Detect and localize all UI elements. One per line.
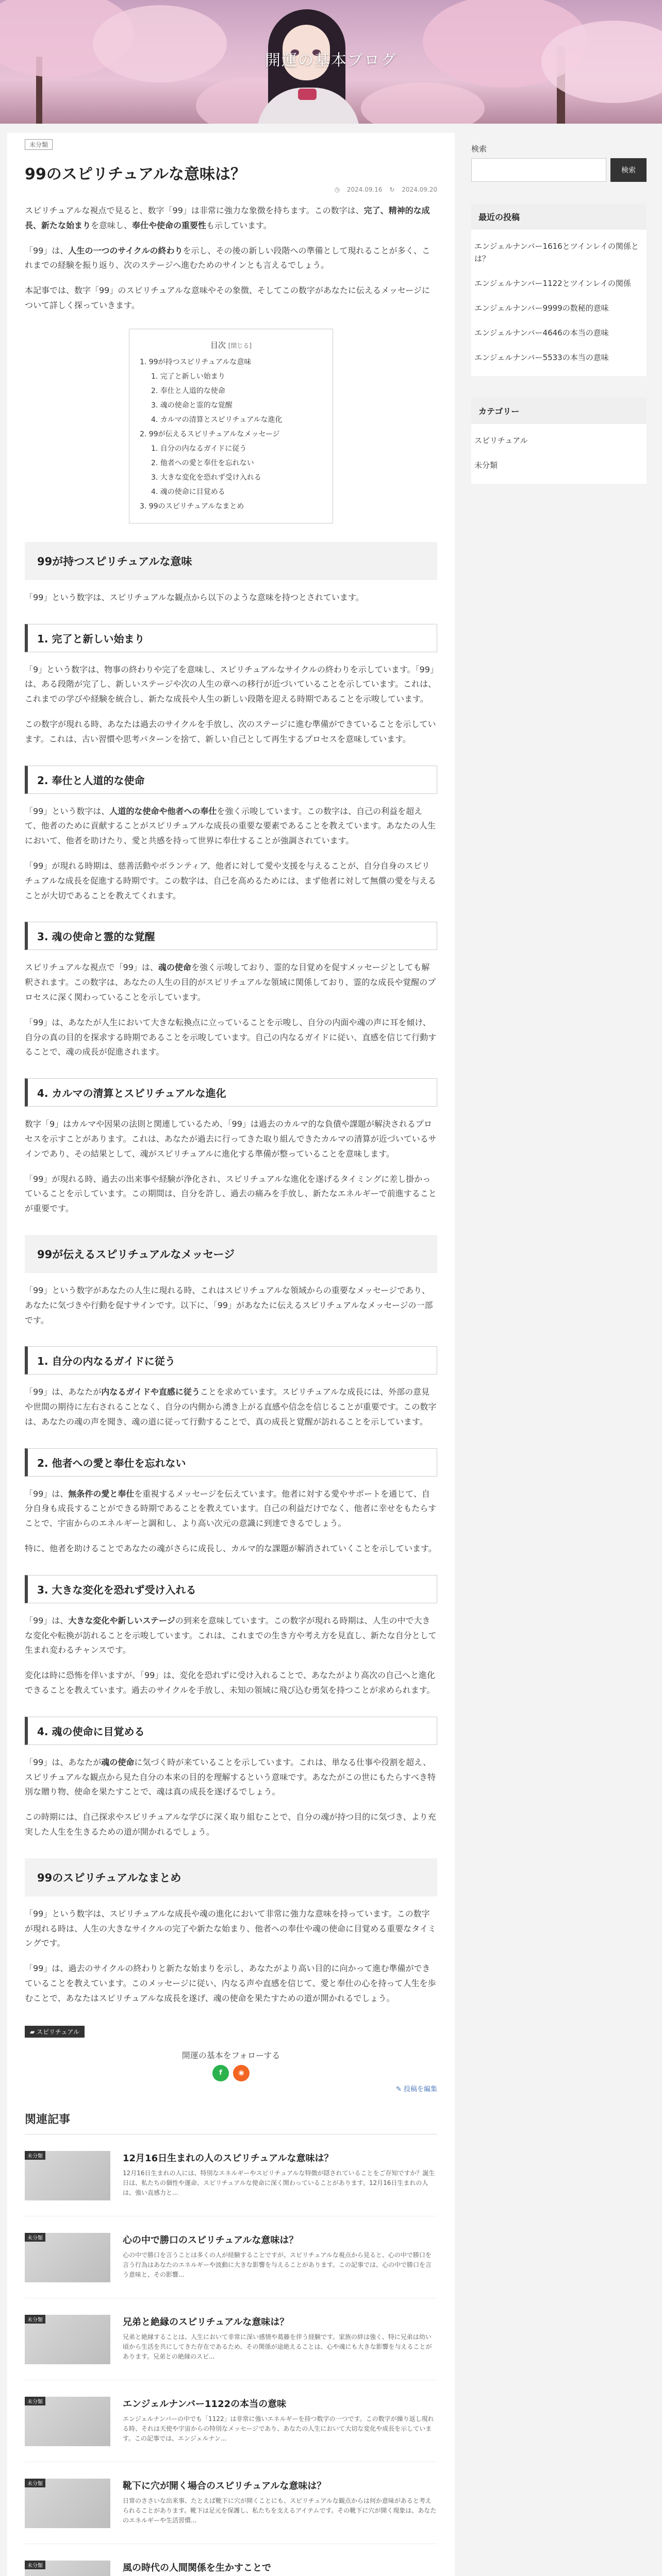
section-paragraph: 「99」は、あなたが内なるガイドや直感に従うことを求めています。スピリチュアルな成長には、外部の意見や世間の期待に左右されることなく、自分の内側から湧き上がる直感や信念を信じることが重要です。この数字は、あなたの魂の声を聞き、魂の道に従って行動することで、真の成長と覚醒が訪れることを示しています。 <box>25 1387 437 1427</box>
category-link[interactable]: 未分類 <box>474 461 498 470</box>
related-item[interactable] <box>25 2315 437 2380</box>
category-badge[interactable]: 未分類 <box>25 139 53 150</box>
section-paragraph: 「99」という数字があなたの人生に現れる時、これはスピリチュアルな領域からの重要なメッセージであり、あなたに気づきや行動を促すサインです。以下に、「99」があなたに伝えるスピリチュアルなメッセージの一部です。 <box>25 1285 433 1325</box>
main-content <box>7 133 455 2576</box>
recent-post-link[interactable]: エンジェルナンバー4646の本当の意味 <box>474 328 609 337</box>
related-thumbnail[interactable] <box>25 2397 110 2446</box>
categories-widget <box>471 398 647 484</box>
subsection-heading: 1. 完了と新しい始まり <box>25 624 437 652</box>
character-bow <box>298 89 317 100</box>
related-item[interactable] <box>25 2397 437 2462</box>
subsection-heading: 1. 自分の内なるガイドに従う <box>25 1346 437 1375</box>
related-title: 関連記事 <box>25 2111 437 2134</box>
section-paragraph: 「9」という数字は、物事の終わりや完了を意味し、スピリチュアルなサイクルの終わりを示しています。「99」は、ある段階が完了し、新しいステージや次の人生の章への移行が近づいていることを示しています。これは、これまでの学びや経験を統合し、新たな成長や人生の新しい段階を迎える時期であることを示唆しています。 <box>25 664 437 704</box>
related-item-title[interactable]: 風の時代の人間関係を生かすことで <box>123 2562 271 2573</box>
related-item-title[interactable]: エンジェルナンバー1122の本当の意味 <box>123 2398 287 2410</box>
post-title: 99のスピリチュアルな意味は？ <box>25 165 246 183</box>
toc-item[interactable]: 4. カルマの清算とスピリチュアルな進化 <box>151 415 283 424</box>
toc-title: 目次 [閉じる] <box>210 340 252 350</box>
site-header <box>0 0 662 124</box>
related-item-snippet: 日常のささいな出来事、たとえば靴下に穴が開くことにも、スピリチュアルな観点からは何か意味があると考えられることがあります。靴下は足元を保護し、私たちを支えるアイテムです。その靴下に穴が開く現象は、あなたのエネルギーや生活習慣... <box>123 2497 437 2524</box>
section-paragraph: 「99」は、あなたが魂の使命に気づく時が来ていることを示しています。これは、単なる仕事や役割を超え、スピリチュアルな観点から見た自分の本来の目的を理解するという意味です。あなたがこの世にもたらすべき特別な贈り物、使命を果たすことで、魂は真の成長を遂げるでしょう。 <box>25 1757 436 1797</box>
tag-badge[interactable]: ▰ スピリチュアル <box>25 2026 85 2038</box>
related-item-title[interactable]: 靴下に穴が開く場合のスピリチュアルな意味は？ <box>123 2480 326 2492</box>
related-thumbnail[interactable] <box>25 2233 110 2282</box>
section-paragraph: 変化は時に恐怖を伴いますが、「99」は、変化を恐れずに受け入れることで、あなたがより高次の自己へと進化できることを教えています。過去のサイクルを手放し、未知の領域に飛び込む勇気を持つことが求められます。 <box>25 1670 436 1696</box>
related-item[interactable] <box>25 2151 437 2216</box>
recent-post-link[interactable]: エンジェルナンバー1616とツインレイの関係とは？ <box>474 242 639 263</box>
recent-post-link[interactable]: エンジェルナンバー9999の数秘的意味 <box>474 303 609 313</box>
related-item-title[interactable]: 心の中で勝口のスピリチュアルな意味は？ <box>123 2234 299 2246</box>
edit-post-link[interactable]: ✎ 投稿を編集 <box>395 2085 437 2093</box>
toc-item[interactable]: 2. 99が伝えるスピリチュアルなメッセージ <box>140 430 280 438</box>
post-dates <box>25 186 437 193</box>
toc-item[interactable]: 1. 完了と新しい始まり <box>151 372 225 381</box>
recent-post-link[interactable]: エンジェルナンバー1122とツインレイの関係 <box>474 279 631 288</box>
section-heading: 99が伝えるスピリチュアルなメッセージ <box>25 1235 437 1273</box>
follow-icons <box>25 2065 437 2081</box>
section-paragraph: 「99」という数字は、人道的な使命や他者への奉仕を強く示唆しています。この数字は、自己の利益を超えて、他者のために貢献することがスピリチュアルな成長の重要な要素であることを教えています。あなたの人生において、他者を助けたり、愛と共感を持って世界に奉仕することが強調されています。 <box>25 806 436 846</box>
section-paragraph: 「99」は、無条件の愛と奉仕を重視するメッセージを伝えています。他者に対する愛やサポートを通じて、自分自身も成長することができる時期であることを教えています。自己の利益だけでなく、他者に幸せをもたらすことで、宇宙からのエネルギーと調和し、より高い次元の意識に到達できるでしょう。 <box>25 1488 437 1529</box>
subsection-heading: 4. カルマの清算とスピリチュアルな進化 <box>25 1078 437 1107</box>
section-paragraph: 数字「9」はカルマや因果の法則と関連しているため、「99」は過去のカルマ的な負債や課題が解決されるプロセスを示すことがあります。これは、あなたが過去に行ってきた取り組んできたカルマの清算が近づいているサインであり、その結果として、魂がスピリチュアルに進化する準備が整っていることを意味します。 <box>25 1119 437 1159</box>
related-item-snippet: 兄弟と絶縁することは、人生において非常に深い感情や葛藤を伴う経験です。家族の絆は強く、特に兄弟は幼い頃から生活を共にしてきた存在であるため、その関係が途絶えることは、心や魂にも大きな影響を与えることがあります。兄弟との絶縁のスピ... <box>123 2333 432 2360</box>
subsection-heading: 2. 他者への愛と奉仕を忘れない <box>25 1448 437 1477</box>
search-button[interactable]: 検索 <box>610 158 647 182</box>
site-title[interactable]: 開運の基本ブログ <box>265 52 397 70</box>
feedly-icon[interactable]: f <box>212 2065 229 2081</box>
thumb-category: 未分類 <box>25 2397 45 2405</box>
widget-title: 最近の投稿 <box>471 204 647 230</box>
search-form <box>471 158 647 182</box>
rss-icon[interactable]: ◉ <box>233 2065 250 2081</box>
subsection-heading: 2. 奉仕と人道的な使命 <box>25 766 437 794</box>
related-thumbnail[interactable] <box>25 2151 110 2200</box>
thumb-category: 未分類 <box>25 2233 45 2242</box>
subsection-heading: 4. 魂の使命に目覚める <box>25 1717 437 1745</box>
related-item[interactable] <box>25 2561 437 2576</box>
related-thumbnail[interactable] <box>25 2315 110 2364</box>
thumb-category: 未分類 <box>25 2561 45 2569</box>
section-paragraph: 「99」が現れる時、過去の出来事や経験が浄化され、スピリチュアルな進化を遂げるタイミングに差し掛かっていることを示しています。この期間は、自分を許し、過去の痛みを手放し、新たなエネルギーで前進することが重要です。 <box>25 1174 437 1214</box>
intro-paragraph: スピリチュアルな視点で見ると、数字「99」は非常に強力な象徴を持ちます。この数字は、完了、精神的な成長、新たな始まりを意味し、奉仕や使命の重要性も示しています。 <box>25 206 430 230</box>
related-item-title[interactable]: 兄弟と絶縁のスピリチュアルな意味は？ <box>123 2316 289 2328</box>
section-paragraph: 「99」は、大きな変化や新しいステージの到来を意味しています。この数字が現れる時期は、人生の中で大きな変化や転換が訪れることを示唆しています。これは、これまでの生き方や考え方を見直し、新たな自分として生まれ変わるチャンスです。 <box>25 1615 437 1655</box>
toc-item[interactable]: 3. 大きな変化を恐れず受け入れる <box>151 473 261 482</box>
blossom-cluster <box>361 82 485 124</box>
related-item-title[interactable]: 12月16日生まれの人のスピリチュアルな意味は？ <box>123 2153 334 2164</box>
thumb-category: 未分類 <box>25 2315 45 2324</box>
section-paragraph: 「99」という数字は、スピリチュアルな観点から以下のような意味を持つとされています。 <box>25 592 364 602</box>
recent-post-link[interactable]: エンジェルナンバー5533の本当の意味 <box>474 353 609 362</box>
related-item-snippet: エンジェルナンバーの中でも「1122」は非常に強いエネルギーを持つ数字の一つです。この数字が繰り返し現れる時、それは天使や宇宙からの特別なメッセージであり、あなたの人生において大切な変化や成長を示しています。この記事では、エンジェルナン... <box>123 2415 434 2442</box>
widget-title: カテゴリー <box>471 398 647 424</box>
toc-item[interactable]: 2. 他者への愛と奉仕を忘れない <box>151 459 254 467</box>
recent-posts-widget <box>471 204 647 376</box>
published-date: ◷ 2024.09.16 <box>334 186 383 193</box>
intro-paragraph: 本記事では、数字「99」のスピリチュアルな意味やその象徴、そしてこの数字があなたに伝えるメッセージについて詳しく探っていきます。 <box>25 285 430 310</box>
related-item-snippet: 12月16日生まれの人には、特別なエネルギーやスピリチュアルな特徴が隠されていることをご存知ですか？誕生日は、私たちの個性や運命、スピリチュアルな使命に深く関わっていることがあります。12月16日生まれの人は、強い直感力と... <box>123 2169 435 2196</box>
section-paragraph: 「99」は、あなたが人生において大きな転換点に立っていることを示唆し、自分の内面や魂の声に耳を傾け、自分の真の目的を探求する時期であることを示唆しています。自己の内なるガイドに従い、直感を信じて行動することで、魂の成長が促進されます。 <box>25 1017 437 1057</box>
section-paragraph: 「99」という数字は、スピリチュアルな成長や魂の進化において非常に強力な意味を持っています。この数字が現れる時は、人生の大きなサイクルの完了や新たな始まり、他者への奉仕や魂の使命に目覚める重要なタイミングです。 <box>25 1908 436 1948</box>
related-item[interactable] <box>25 2479 437 2544</box>
subsection-heading: 3. 魂の使命と霊的な覚醒 <box>25 922 437 950</box>
toc-item[interactable]: 4. 魂の使命に目覚める <box>151 487 225 496</box>
toc-item[interactable]: 3. 魂の使命と霊的な覚醒 <box>151 401 233 410</box>
related-item-snippet: 心の中で勝口を言うことは多くの人が経験することですが、スピリチュアルな視点から見ると、心の中で勝口を言う行為はあなたのエネルギーや波動に大きな影響を与えることがあります。この記事では、心の中で勝口を言う意味と、その影響... <box>123 2251 432 2278</box>
section-heading: 99が持つスピリチュアルな意味 <box>25 542 437 580</box>
thumb-category: 未分類 <box>25 2151 45 2160</box>
search-label: 検索 <box>471 144 487 154</box>
section-paragraph: この数字が現れる時、あなたは過去のサイクルを手放し、次のステージに進む準備ができていることを示しています。これは、古い習慣や思考パターンを捨て、新しい自己として再生するプロセスを意味しています。 <box>25 719 436 744</box>
toc-toggle[interactable]: [閉じる] <box>228 342 252 349</box>
table-of-contents <box>129 329 333 523</box>
thumb-category: 未分類 <box>25 2479 45 2487</box>
section-heading: 99のスピリチュアルなまとめ <box>25 1858 437 1896</box>
related-thumbnail[interactable] <box>25 2561 110 2576</box>
intro-paragraph: 「99」は、人生の一つのサイクルの終わりを示し、その後の新しい段階への準備として現れることが多く、これまでの経験を振り返り、次のステージへ進むためのサインとも言えるでしょう。 <box>25 245 431 270</box>
related-item[interactable] <box>25 2233 437 2298</box>
subsection-heading: 3. 大きな変化を恐れず受け入れる <box>25 1575 437 1603</box>
toc-item[interactable]: 2. 奉仕と人道的な使命 <box>151 386 225 395</box>
related-thumbnail[interactable] <box>25 2479 110 2528</box>
toc-item[interactable]: 1. 自分の内なるガイドに従う <box>151 444 247 453</box>
search-input[interactable] <box>471 158 606 182</box>
sidebar <box>471 143 647 484</box>
section-paragraph: 特に、他者を助けることであなたの魂がさらに成長し、カルマ的な課題が解消されていくことを示しています。 <box>25 1544 437 1554</box>
section-paragraph: この時期には、自己探求やスピリチュアルな学びに深く取り組むことで、自分の魂が持つ目的に気づき、より充実した人生を生きるための道が開かれるでしょう。 <box>25 1812 436 1837</box>
section-paragraph: スピリチュアルな視点で「99」は、魂の使命を強く示唆しており、霊的な目覚めを促すメッセージとしても解釈されます。この数字は、あなたの人生の目的がスピリチュアルな領域に関係しており、霊的な成長や覚醒のプロセスに深く関わっていることを示しています。 <box>25 962 436 1002</box>
section-paragraph: 「99」が現れる時期は、慈善活動やボランティア、他者に対して愛や支援を与えることが、自分自身のスピリチュアルな成長を促進する時期です。この数字は、自己を高めるためには、まず他者に対して無償の愛を与えることが大切であることを教えてくれます。 <box>25 860 436 901</box>
category-link[interactable]: スピリチュアル <box>474 436 528 445</box>
section-paragraph: 「99」は、過去のサイクルの終わりと新たな始まりを示し、あなたがより高い目的に向かって進む準備ができていることを教えています。このメッセージに従い、内なる声や直感を信じて、愛と奉仕の心を持って人生を歩むことで、あなたはスピリチュアルな成長を遂げ、魂の使命を果たすための道が開かれるでしょう。 <box>25 1963 436 2003</box>
blossom-cluster <box>93 5 227 82</box>
updated-date: ↻ 2024.09.20 <box>389 186 437 193</box>
toc-item[interactable]: 3. 99のスピリチュアルなまとめ <box>140 502 244 511</box>
toc-item[interactable]: 1. 99が持つスピリチュアルな意味 <box>140 358 252 366</box>
follow-label: 開運の基本をフォローする <box>181 2050 280 2060</box>
